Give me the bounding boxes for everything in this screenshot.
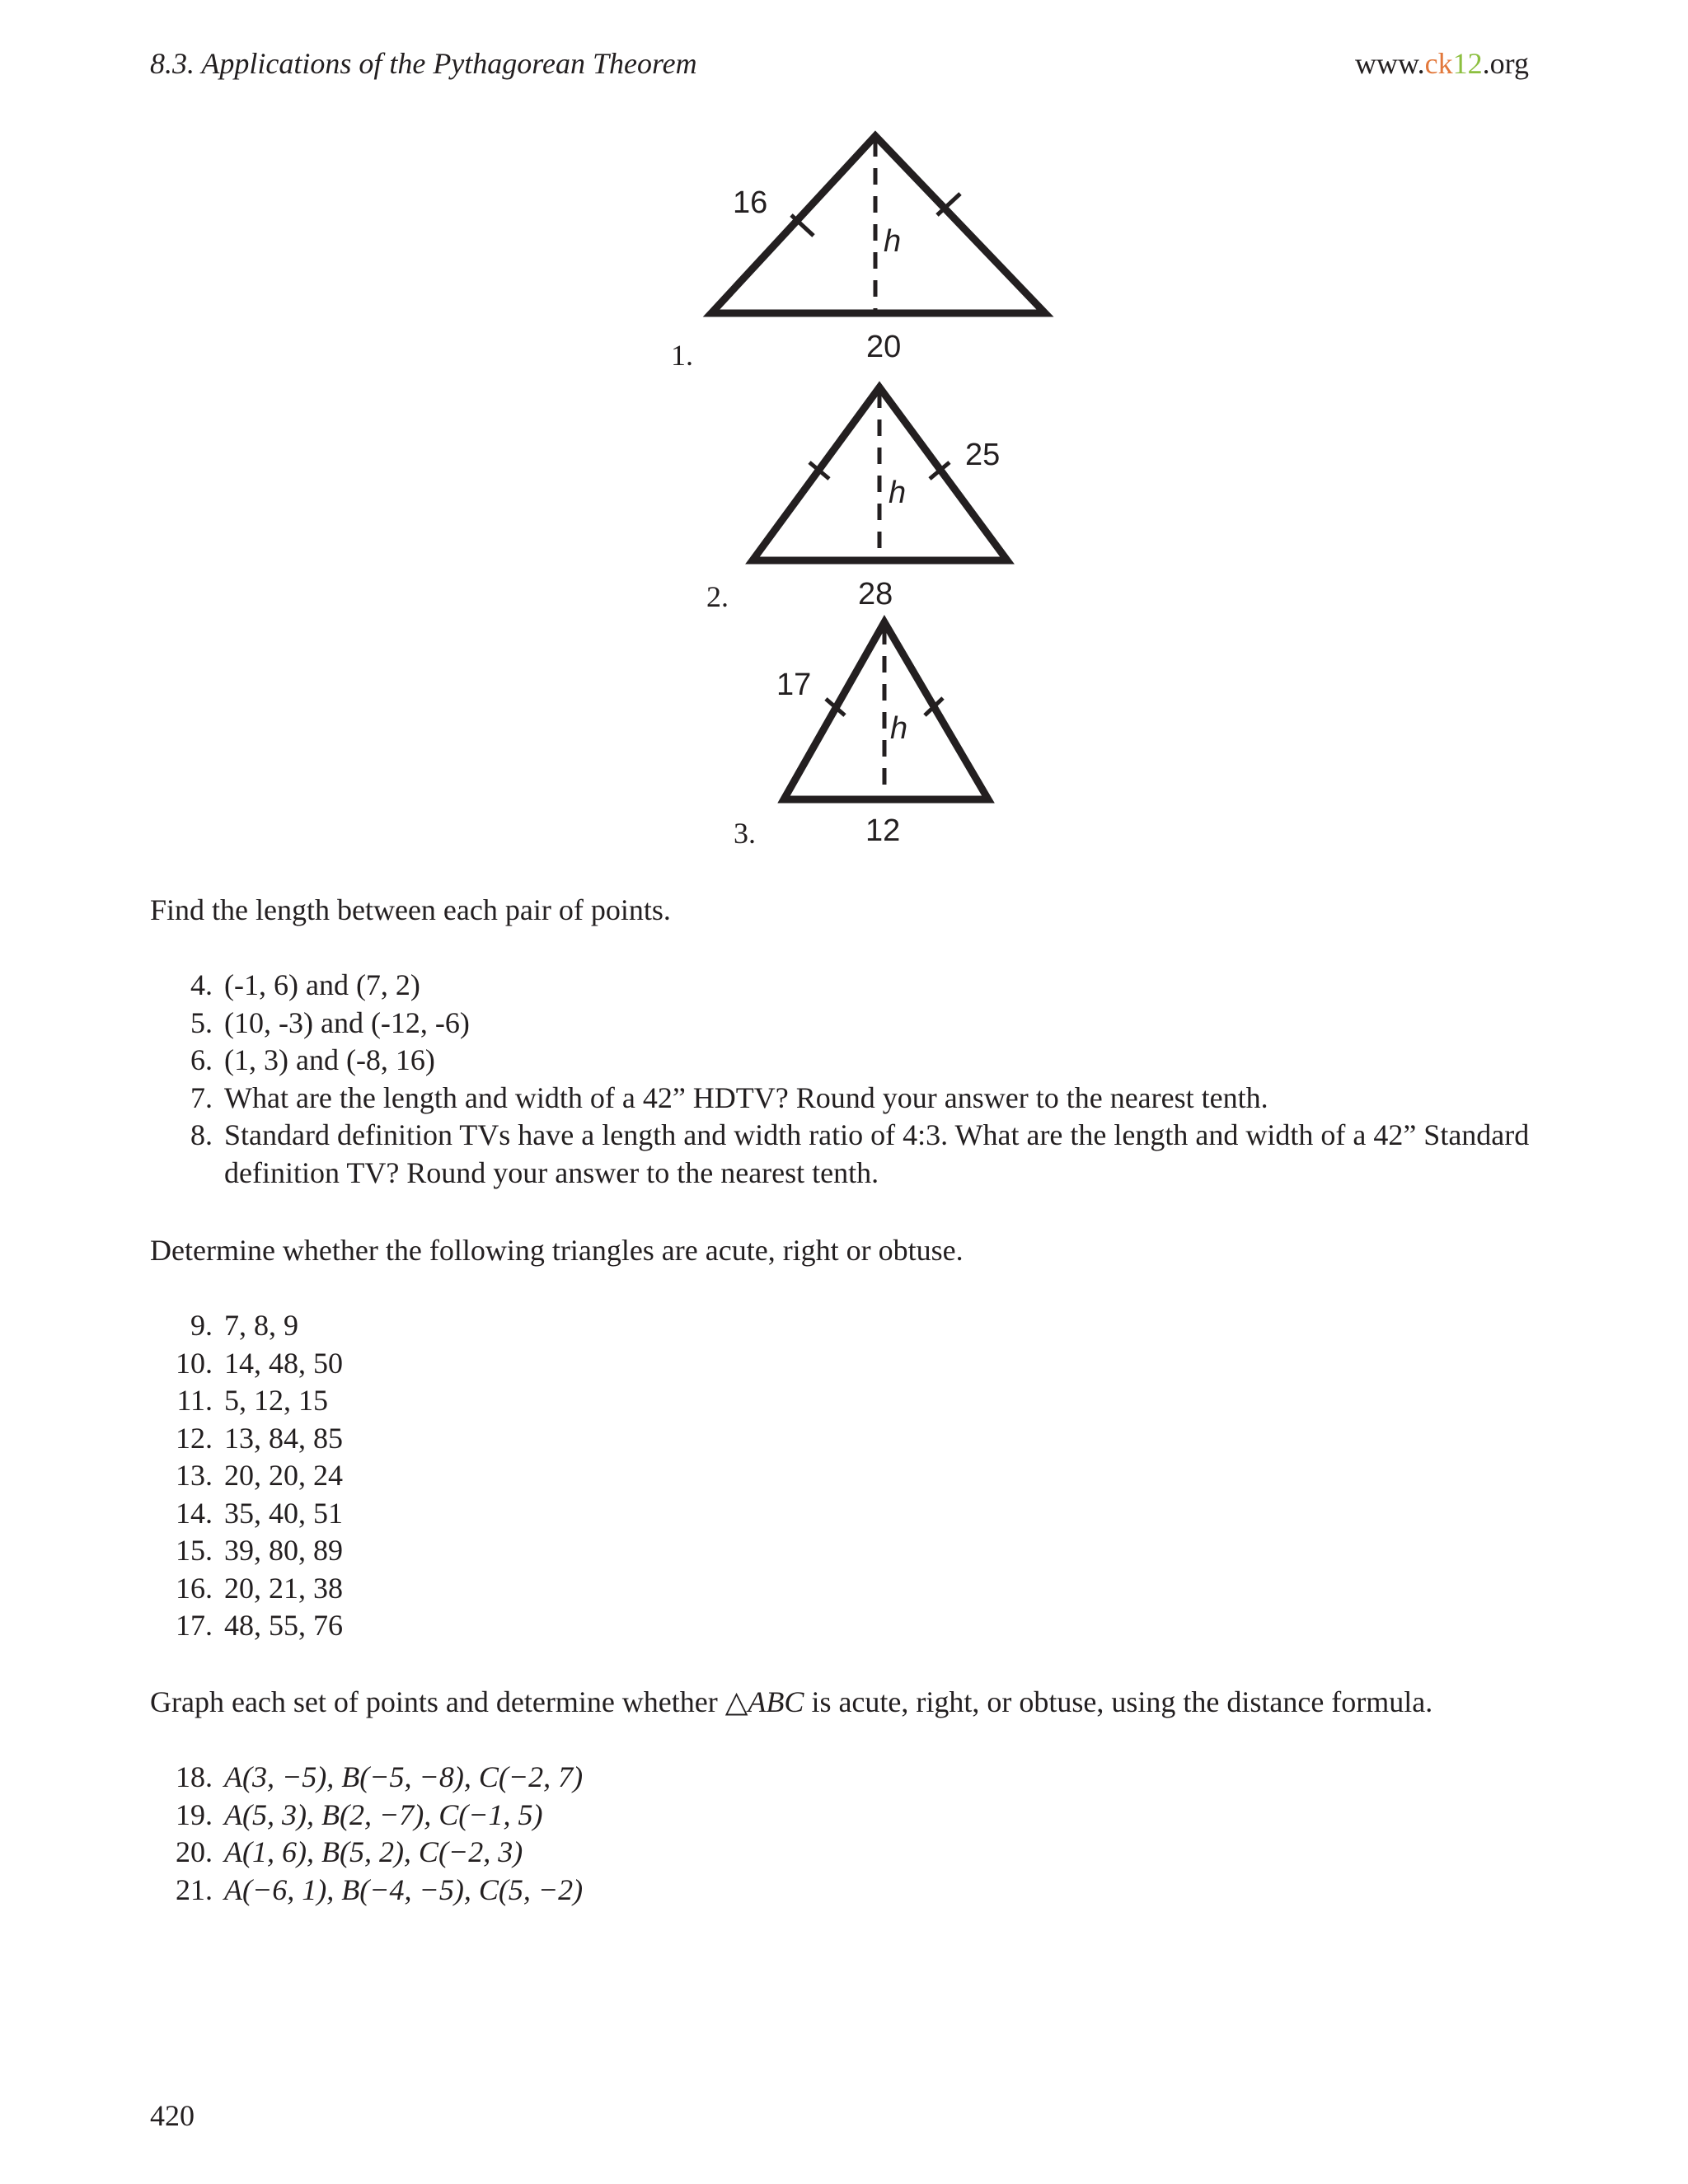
item-text: A(5, 3), B(2, −7), C(−1, 5) <box>224 1797 543 1831</box>
section-3-intro-before: Graph each set of points and determine whether <box>150 1685 725 1718</box>
item-number: 16. <box>176 1571 213 1605</box>
item-number: 14. <box>176 1496 213 1530</box>
item-text: 13, 84, 85 <box>224 1421 343 1455</box>
item-number: 11. <box>176 1384 213 1417</box>
section-header-title: 8.3. Applications of the Pythagorean Theorem <box>150 47 697 80</box>
item-text: 7, 8, 9 <box>224 1309 298 1342</box>
item-number: 13. <box>176 1459 213 1492</box>
figure-2-number: 2. <box>706 580 729 613</box>
list-item <box>150 1382 1568 1420</box>
item-number: 8. <box>190 1118 213 1151</box>
triangle-1-side-label: 16 <box>733 185 768 220</box>
triangle-1-height-label: h <box>884 224 902 259</box>
list-item <box>150 1759 1568 1797</box>
item-number: 6. <box>190 1043 213 1076</box>
item-text: 39, 80, 89 <box>224 1534 343 1567</box>
section-2-intro: Determine whether the following triangles are acute, right or obtuse. <box>150 1234 964 1267</box>
item-number: 19. <box>176 1797 213 1831</box>
item-text: 5, 12, 15 <box>224 1384 328 1417</box>
list-item <box>150 967 1568 1005</box>
item-text: 35, 40, 51 <box>224 1496 343 1530</box>
figure-1-number: 1. <box>671 339 693 372</box>
figure-3-number: 3. <box>734 817 756 850</box>
list-item <box>150 1420 1568 1458</box>
list-item <box>150 1607 1568 1645</box>
item-text: 20, 21, 38 <box>224 1571 343 1605</box>
triangle-2-side-label: 25 <box>965 438 1001 472</box>
triangle-1-base-label: 20 <box>866 330 902 364</box>
page-number: 420 <box>150 2099 195 2132</box>
item-text: A(3, −5), B(−5, −8), C(−2, 7) <box>224 1760 584 1793</box>
item-text: A(−6, 1), B(−4, −5), C(5, −2) <box>224 1872 584 1906</box>
section-3-intro-after: is acute, right, or obtuse, using the distance formula. <box>804 1685 1433 1718</box>
triangle-1-outline <box>711 136 1045 313</box>
question-list-2 <box>150 1307 1568 1645</box>
site-url-12: 12 <box>1452 47 1483 80</box>
item-text: What are the length and width of a 42” HDTV? Round your answer to the nearest tenth. <box>224 1080 1268 1114</box>
list-item <box>150 1872 1568 1910</box>
list-item <box>150 1345 1568 1383</box>
site-url-prefix: www. <box>1355 47 1425 80</box>
item-text: 14, 48, 50 <box>224 1346 343 1380</box>
list-item <box>150 1834 1568 1872</box>
item-number: 10. <box>176 1346 213 1380</box>
list-item <box>150 1042 1568 1080</box>
triangle-figure-2 <box>734 375 1039 622</box>
site-url-ck: ck <box>1424 47 1453 80</box>
item-number: 9. <box>190 1309 213 1342</box>
item-number: 5. <box>190 1005 213 1039</box>
section-3-intro <box>150 1685 1432 1719</box>
item-number: 4. <box>190 968 213 1001</box>
triangle-abc-symbol: △ABC <box>724 1685 804 1718</box>
triangle-figure-3 <box>767 610 1014 857</box>
item-number: 7. <box>190 1080 213 1114</box>
item-text: (-1, 6) and (7, 2) <box>224 968 420 1001</box>
triangle-3-base-label: 12 <box>865 813 901 848</box>
item-number: 12. <box>176 1421 213 1455</box>
triangle-3-height-label: h <box>890 711 908 746</box>
question-list-3 <box>150 1759 1568 1909</box>
triangle-2-base-label: 28 <box>858 577 893 612</box>
item-number: 21. <box>176 1872 213 1906</box>
triangle-3-side-label: 17 <box>776 668 812 702</box>
list-item <box>150 1080 1568 1118</box>
list-item <box>150 1005 1568 1043</box>
list-item <box>150 1532 1568 1570</box>
triangle-figure-1 <box>692 124 1063 387</box>
site-url-suffix: .org <box>1482 47 1529 80</box>
item-number: 17. <box>176 1609 213 1642</box>
question-list-1 <box>150 967 1568 1192</box>
item-text: 20, 20, 24 <box>224 1459 343 1492</box>
item-text: 48, 55, 76 <box>224 1609 343 1642</box>
item-number: 15. <box>176 1534 213 1567</box>
list-item <box>150 1495 1568 1533</box>
site-url[interactable] <box>1355 46 1529 81</box>
item-number: 20. <box>176 1835 213 1868</box>
list-item <box>150 1457 1568 1495</box>
item-text: (1, 3) and (-8, 16) <box>224 1043 435 1076</box>
section-1-intro: Find the length between each pair of points. <box>150 893 671 926</box>
item-text: A(1, 6), B(5, 2), C(−2, 3) <box>224 1835 523 1868</box>
item-text: (10, -3) and (-12, -6) <box>224 1005 470 1039</box>
list-item <box>150 1307 1568 1345</box>
item-number: 18. <box>176 1760 213 1793</box>
list-item <box>150 1117 1568 1192</box>
list-item <box>150 1570 1568 1608</box>
item-text: Standard definition TVs have a length and width ratio of 4:3. What are the length and width of a 42” Standard definition TV? Round your answer to the nearest tenth. <box>224 1118 1530 1189</box>
triangle-2-height-label: h <box>889 476 907 510</box>
list-item <box>150 1797 1568 1835</box>
